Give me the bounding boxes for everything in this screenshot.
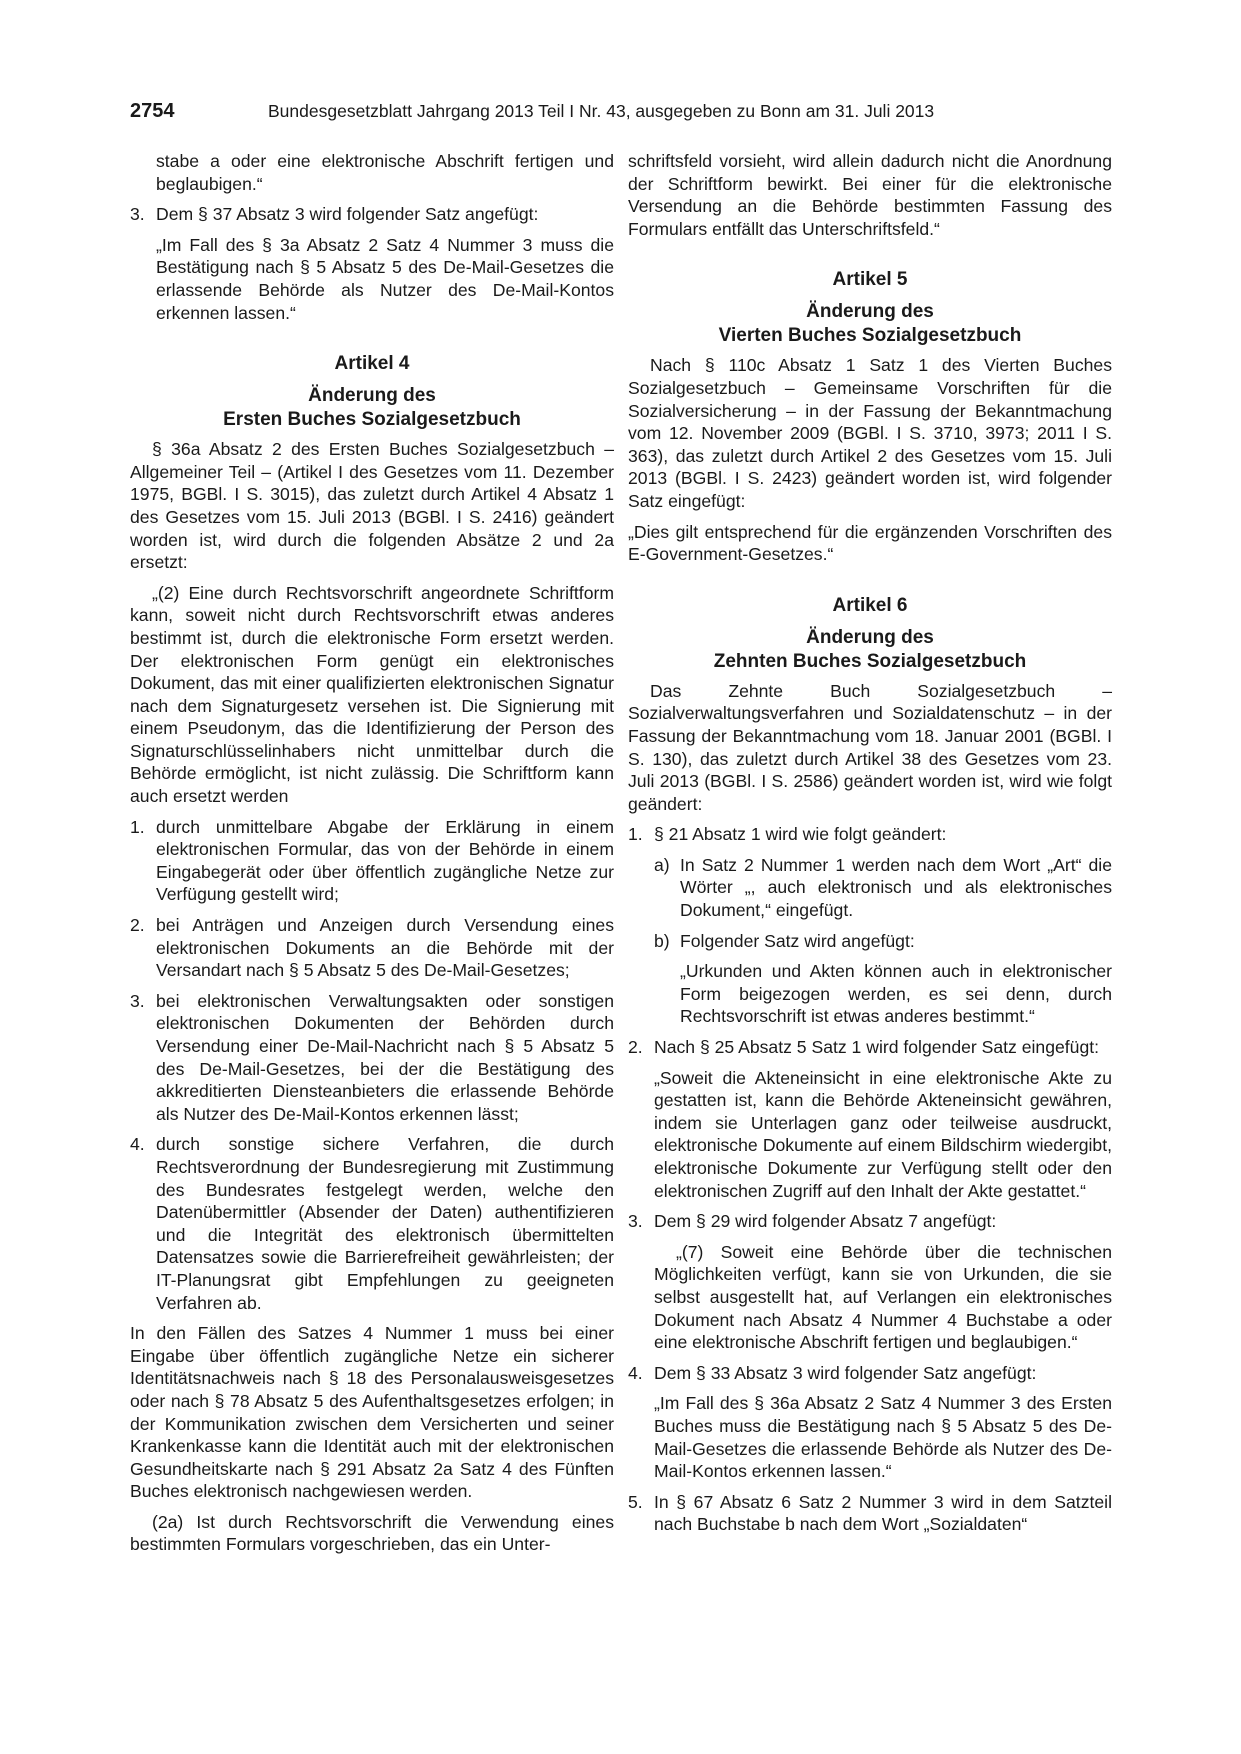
item-number: 4. (130, 1134, 145, 1155)
sub-item-text: In Satz 2 Nummer 1 werden nach dem Wort „Art“ die Wörter „, auch elektronisch und als elektronisches Dokument,“ eingefügt. (680, 854, 1112, 921)
running-head: Bundesgesetzblatt Jahrgang 2013 Teil I Nr. 43, ausgegeben zu Bonn am 31. Juli 2013 (268, 101, 935, 121)
page-number: 2754 (130, 100, 175, 122)
article-title: Artikel 4 (334, 353, 410, 375)
list-item (628, 1036, 1112, 1202)
item-number: 2. (130, 915, 145, 936)
sub-item-letter: b) (654, 930, 670, 951)
article-intro: Nach § 110c Absatz 1 Satz 1 des Vierten Buches Sozialgesetzbuch – Gemeinsame Vorschriften für die Sozialversicherung – in der Fassung der Bekanntmachung vom 12. November 2009 (BGBl. I S. 3710, 3973; 2011 I S. 363), das zuletzt durch Artikel 2 des Gesetzes vom 15. Juli 2013 (BGBl. I S. 2423) geändert worden ist, wird folgender Satz eingefügt: (628, 355, 1112, 511)
item-number: 2. (628, 1037, 643, 1058)
list-item (130, 1133, 614, 1314)
article-title: Artikel 5 (832, 269, 908, 291)
item-number: 4. (628, 1362, 643, 1383)
item-text: bei elektronischen Verwaltungsakten oder sonstigen elektronischen Dokumenten der Behörden durch Versendung einer De-Mail-Nachricht nach § 5 Absatz 5 des De-Mail-Gesetzes, bei der die Bestätigung des akkreditierten Diensteanbieters die erlassende Behörde als Nutzer des De-Mail-Kontos erkennen lässt; (156, 990, 614, 1124)
continued-paragraph: schriftsfeld vorsieht, wird allein dadurch nicht die Anordnung der Schriftform bewirkt. Bei einer für die elektronische Versendung an die Behörde bestimmten Fassung des Formulars entfällt das Unterschriftsfeld.“ (628, 151, 1112, 239)
item-text: Dem § 37 Absatz 3 wird folgender Satz angefügt: (156, 204, 539, 225)
item-text: In § 67 Absatz 6 Satz 2 Nummer 3 wird in dem Satzteil nach Buchstabe b nach dem Wort „Sozialdaten“ (654, 1491, 1112, 1535)
left-column (130, 150, 614, 1556)
article-title: Artikel 6 (832, 594, 908, 616)
item-number: 3. (628, 1211, 643, 1232)
quoted-paragraph: „(7) Soweit eine Behörde über die technischen Möglichkeiten verfügt, kann sie von Urkunden, die sie selbst ausgestellt hat, auf Verlangen ein elektronisches Dokument nach Absatz 4 Nummer 4 Buchstabe a oder eine elektronische Abschrift fertigen und beglaubigen.“ (654, 1241, 1112, 1353)
paragraph-2: „(2) Eine durch Rechtsvorschrift angeordnete Schriftform kann, soweit nicht durch Rechtsvorschrift etwas anderes bestimmt ist, durch die elektronische Form ersetzt werden. Der elektronischen Form genügt ein elektronisches Dokument, das mit einer qualifizierten elektronischen Signatur nach dem Signaturgesetz versehen ist. Die Signierung mit einem Pseudonym, das die Identifizierung der Person des Signaturschlüsselinhabers nicht unmittelbar durch die Behörde ermöglicht, ist nicht zulässig. Die Schriftform kann auch ersetzt werden (130, 582, 614, 807)
article-subtitle: Änderung des (806, 301, 934, 323)
list-item (130, 990, 614, 1126)
list-item (130, 914, 614, 982)
sub-item-letter: a) (654, 854, 670, 875)
page-header (130, 100, 1110, 130)
article-subtitle: Ersten Buches Sozialgesetzbuch (223, 409, 521, 431)
article-intro: § 36a Absatz 2 des Ersten Buches Sozialgesetzbuch – Allgemeiner Teil – (Artikel I des Gesetzes vom 11. Dezember 1975, BGBl. I S. 3015), das zuletzt durch Artikel 4 Absatz 1 des Gesetzes vom 15. Juli 2013 (BGBl. I S. 2416) geändert worden ist, wird durch die folgenden Absätze 2 und 2a ersetzt: (130, 439, 614, 573)
quoted-sentence: „Dies gilt entsprechend für die ergänzenden Vorschriften des E-Government-Gesetzes.“ (628, 521, 1112, 565)
item-number: 1. (130, 816, 145, 837)
sub-item (654, 930, 1112, 1028)
article-intro: Das Zehnte Buch Sozialgesetzbuch – Sozialverwaltungsverfahren und Sozialdatenschutz – in der Fassung der Bekanntmachung vom 18. Januar 2001 (BGBl. I S. 130), das zuletzt durch Artikel 38 des Gesetzes vom 23. Juli 2013 (BGBl. I S. 2586) geändert worden ist, wird wie folgt geändert: (628, 680, 1112, 814)
right-column (628, 150, 1112, 1536)
item-text: Nach § 25 Absatz 5 Satz 1 wird folgender Satz eingefügt: (654, 1037, 1100, 1058)
item-number: 5. (628, 1491, 643, 1512)
item-number: 1. (628, 824, 643, 845)
list-item (628, 823, 1112, 1028)
item-text: durch unmittelbare Abgabe der Erklärung in einem elektronischen Formular, das von der Behörde in einem Eingabegerät oder über öffentlich zugängliche Netze zur Verfügung gestellt wird; (156, 816, 614, 905)
list-item (130, 203, 614, 324)
item-text: Dem § 33 Absatz 3 wird folgender Satz angefügt: (654, 1362, 1037, 1383)
item-text: Dem § 29 wird folgender Absatz 7 angefügt: (654, 1211, 997, 1232)
article-subtitle: Änderung des (308, 385, 436, 407)
continued-paragraph: stabe a oder eine elektronische Abschrift fertigen und beglaubigen.“ (156, 151, 614, 194)
list-item (628, 1210, 1112, 1354)
item-text: § 21 Absatz 1 wird wie folgt geändert: (654, 824, 947, 845)
paragraph-2a: (2a) Ist durch Rechtsvorschrift die Verwendung eines bestimmten Formulars vorgeschrieben, das ein Unter- (130, 1511, 614, 1555)
article-subtitle: Zehnten Buches Sozialgesetzbuch (713, 650, 1027, 672)
sub-item-text: Folgender Satz wird angefügt: (680, 930, 915, 951)
item-text: bei Anträgen und Anzeigen durch Versendung eines elektronischen Dokuments an die Behörde mit der Versandart nach § 5 Absatz 5 des De-Mail-Gesetzes; (156, 915, 614, 981)
list-item (628, 1491, 1112, 1536)
quoted-sentence: „Im Fall des § 3a Absatz 2 Satz 4 Nummer 3 muss die Bestätigung nach § 5 Absatz 5 des De-Mail-Gesetzes die erlassende Behörde als Nutzer des De-Mail-Kontos erkennen lassen.“ (156, 234, 614, 323)
item-number: 3. (130, 990, 145, 1011)
list-item (130, 816, 614, 906)
closing-paragraph: In den Fällen des Satzes 4 Nummer 1 muss bei einer Eingabe über öffentlich zugängliche Netze ein sicherer Identitätsnachweis nach § 18 des Personalausweisgesetzes oder nach § 78 Absatz 5 des Aufenthaltsgesetzes erfolgen; in der Kommunikation zwischen dem Versicherten und seiner Krankenkasse kann die Identität auch mit der elektronischen Gesundheitskarte nach § 291 Absatz 2a Satz 4 des Fünften Buches elektronisch nachgewiesen werden. (130, 1323, 614, 1502)
item-number: 3. (130, 204, 145, 225)
quoted-sentence: „Urkunden und Akten können auch in elektronischer Form beigezogen werden, es sei denn, durch Rechtsvorschrift ist etwas anderes bestimmt.“ (680, 961, 1112, 1027)
sub-item (654, 854, 1112, 922)
article-subtitle: Änderung des (806, 626, 934, 648)
item-text: durch sonstige sichere Verfahren, die durch Rechtsverordnung der Bundesregierung mit Zustimmung des Bundesrates festgelegt werden, welche den Datenübermittler (Absender der Daten) authentifizieren und die Integrität des elektronisch übermittelten Datensatzes sowie die Barrierefreiheit gewährleisten; der IT-Planungsrat gibt Empfehlungen zu geeigneten Verfahren ab. (156, 1134, 614, 1313)
article-subtitle: Vierten Buches Sozialgesetzbuch (718, 325, 1022, 347)
quoted-sentence: „Soweit die Akteneinsicht in eine elektronische Akte zu gestatten ist, kann die Behörde Akteneinsicht gewähren, indem sie Unterlagen ganz oder teilweise ausdruckt, elektronische Dokumente auf einem Bildschirm wiedergibt, elektronische Dokumente zur Verfügung stellt oder den elektronischen Zugriff auf den Inhalt der Akte gestattet.“ (654, 1067, 1112, 1201)
list-item (628, 1362, 1112, 1483)
quoted-sentence: „Im Fall des § 36a Absatz 2 Satz 4 Nummer 3 des Ersten Buches muss die Bestätigung nach § 5 Absatz 5 des De-Mail-Gesetzes die erlassende Behörde als Nutzer des De-Mail-Kontos erkennen lassen.“ (654, 1393, 1112, 1482)
